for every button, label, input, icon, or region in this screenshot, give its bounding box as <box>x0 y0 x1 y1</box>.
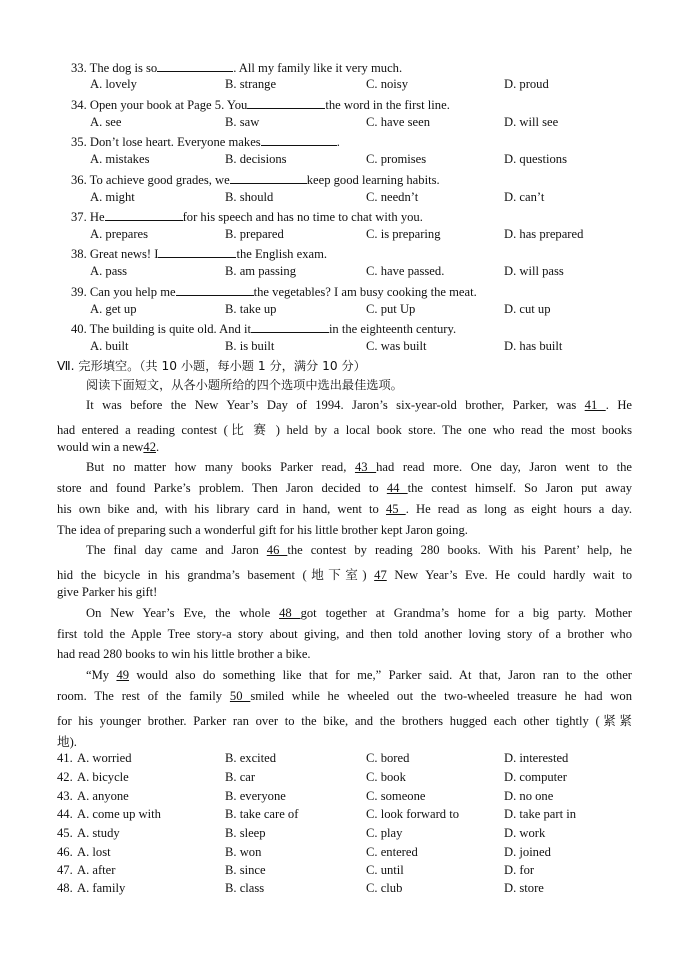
passage-text: would also do something like that for me,” Parker said. At that, Jaron ran to the other <box>129 668 632 682</box>
options-46 <box>57 845 657 863</box>
option-c: C. until <box>366 863 404 877</box>
option-c: C. play <box>366 826 403 840</box>
passage-text: On New Year’s Eve, the whole <box>86 606 280 620</box>
answer-blank <box>157 59 233 72</box>
question-text: The dog is so <box>89 61 158 75</box>
option-d: D. can’t <box>504 190 545 204</box>
option-c: C. look forward to <box>366 807 460 821</box>
passage-line: had entered a reading contest (比 赛 ) held by a local book store. The one who read the most books <box>57 423 632 437</box>
question-number: 37. <box>71 210 87 224</box>
question-text: the word in the first line. <box>325 98 450 112</box>
question-number: 43. <box>57 789 73 803</box>
option-c: C. was built <box>366 339 427 353</box>
option-b: B. decisions <box>225 152 287 166</box>
passage-text: got together at Grandma’s home for a big party. Mother <box>300 606 632 620</box>
passage-line <box>57 689 632 704</box>
options-44 <box>57 807 657 825</box>
blank-50: 50 <box>229 689 251 703</box>
passage-text: It was before the New Year’s Day of 1994. Jaron’s six-year-old brother, Parker, was <box>86 398 585 412</box>
passage-line <box>57 481 632 496</box>
question-36 <box>71 171 440 188</box>
answer-blank <box>105 208 183 221</box>
options-39 <box>90 302 670 320</box>
answer-blank <box>247 96 325 109</box>
answer-blank <box>158 245 236 258</box>
section-heading: Ⅶ. 完形填空。（共 10 小题，每小题 1 分，满分 10 分） <box>57 359 366 373</box>
question-text: for his speech and has no time to chat with you. <box>182 210 423 224</box>
option-b: B. should <box>225 190 274 204</box>
option-b: B. saw <box>225 115 260 129</box>
option-a: A. anyone <box>77 789 129 803</box>
answer-blank <box>230 171 307 184</box>
option-d: D. questions <box>504 152 567 166</box>
blank-47: 47 <box>374 568 387 582</box>
option-a: A. after <box>77 863 116 877</box>
option-d: D. interested <box>504 751 569 765</box>
question-number: 33. <box>71 61 87 75</box>
passage-line <box>86 543 632 558</box>
question-number: 40. <box>71 322 87 336</box>
passage-text: store and found Parke’s problem. Then Jaron decided to <box>57 481 387 495</box>
option-d: D. no one <box>504 789 554 803</box>
blank-49: 49 <box>116 668 130 682</box>
question-number: 45. <box>57 826 73 840</box>
passage-text: had read more. One day, Jaron went to the <box>376 460 632 474</box>
question-text: Don’t lose heart. Everyone makes <box>89 135 261 149</box>
question-38 <box>71 245 327 262</box>
passage-text: room. The rest of the family <box>57 689 230 703</box>
question-number: 42. <box>57 770 73 784</box>
passage-line <box>86 398 632 413</box>
option-c: C. entered <box>366 845 418 859</box>
question-text: . All my family like it very much. <box>233 61 403 75</box>
passage-text: The final day came and Jaron <box>86 543 267 557</box>
question-text: the English exam. <box>236 247 328 261</box>
option-c: C. have seen <box>366 115 430 129</box>
option-d: D. cut up <box>504 302 551 316</box>
question-34 <box>71 96 450 113</box>
option-a: A. lost <box>77 845 111 859</box>
options-47 <box>57 863 657 881</box>
question-text: in the eighteenth century. <box>328 322 457 336</box>
question-number: 47. <box>57 863 73 877</box>
question-39 <box>71 283 477 300</box>
option-d: D. proud <box>504 77 549 91</box>
question-text: He <box>89 210 105 224</box>
options-33 <box>90 77 670 95</box>
option-c: C. put Up <box>366 302 416 316</box>
option-b: B. excited <box>225 751 277 765</box>
option-d: D. take part in <box>504 807 577 821</box>
options-37 <box>90 227 670 245</box>
option-b: B. take up <box>225 302 277 316</box>
option-c: C. promises <box>366 152 427 166</box>
passage-line: 地). <box>57 735 77 749</box>
passage-line: The idea of preparing such a wonderful gift for his little brother kept Jaron going. <box>57 523 468 537</box>
passage-line: had read 280 books to win his little brother a bike. <box>57 647 311 661</box>
passage-text: . He read as long as eight hours a day. <box>405 502 632 516</box>
passage-text: his own bike and, with his library card in hand, went to <box>57 502 386 516</box>
question-number: 44. <box>57 807 73 821</box>
question-number: 48. <box>57 881 73 895</box>
passage-line: first told the Apple Tree story-a story about giving, and then told another loving story of a brother who <box>57 627 632 641</box>
option-a: A. family <box>77 881 126 895</box>
option-d: D. computer <box>504 770 567 784</box>
option-b: B. class <box>225 881 265 895</box>
question-text: . <box>336 135 340 149</box>
option-d: D. will pass <box>504 264 564 278</box>
passage-line <box>57 440 632 455</box>
passage-text: . He <box>605 398 632 412</box>
passage-text: . <box>156 440 160 454</box>
blank-45: 45 <box>385 502 406 516</box>
passage-line: give Parker his gift! <box>57 585 158 599</box>
passage-line <box>57 502 632 517</box>
option-c: C. have passed. <box>366 264 445 278</box>
question-33 <box>71 59 402 76</box>
option-a: A. study <box>77 826 120 840</box>
question-number: 41. <box>57 751 73 765</box>
options-36 <box>90 190 670 208</box>
question-text: Can you help me <box>89 285 176 299</box>
question-text: The building is quite old. And it <box>89 322 251 336</box>
option-d: D. for <box>504 863 535 877</box>
option-d: D. will see <box>504 115 559 129</box>
passage-line <box>86 606 632 621</box>
option-b: B. prepared <box>225 227 284 241</box>
blank-44: 44 <box>386 481 408 495</box>
option-a: A. see <box>90 115 122 129</box>
option-d: D. has prepared <box>504 227 584 241</box>
option-b: B. sleep <box>225 826 266 840</box>
option-d: D. has built <box>504 339 563 353</box>
question-number: 39. <box>71 285 87 299</box>
options-38 <box>90 264 670 282</box>
passage-line: for his younger brother. Parker ran over to the bike, and the brothers hugged each other tightly (紧紧 <box>57 714 632 728</box>
option-c: C. is preparing <box>366 227 441 241</box>
question-text: the vegetables? I am busy cooking the meat. <box>253 285 477 299</box>
options-41 <box>57 751 657 769</box>
option-a: A. might <box>90 190 135 204</box>
passage-line <box>86 460 632 475</box>
question-text: keep good learning habits. <box>306 173 440 187</box>
options-34 <box>90 115 670 133</box>
section-instruction: 阅读下面短文，从各小题所给的四个选项中选出最佳选项。 <box>86 378 403 392</box>
option-b: B. strange <box>225 77 277 91</box>
options-35 <box>90 152 670 170</box>
passage-text: the contest himself. So Jaron put away <box>407 481 632 495</box>
answer-blank <box>251 320 329 333</box>
option-b: B. won <box>225 845 262 859</box>
blank-48: 48 <box>279 606 301 620</box>
question-number: 36. <box>71 173 87 187</box>
passage-text: “My <box>86 668 117 682</box>
option-a: A. prepares <box>90 227 149 241</box>
option-b: B. since <box>225 863 266 877</box>
options-40 <box>90 339 670 357</box>
question-40 <box>71 320 456 337</box>
question-text: Great news! I <box>89 247 159 261</box>
question-35 <box>71 133 340 150</box>
option-c: C. noisy <box>366 77 408 91</box>
option-c: C. bored <box>366 751 410 765</box>
option-b: B. everyone <box>225 789 286 803</box>
option-c: C. book <box>366 770 406 784</box>
question-37 <box>71 208 423 225</box>
options-48 <box>57 881 657 899</box>
passage-text: New Year’s Eve. He could hardly wait to <box>386 568 632 582</box>
question-number: 38. <box>71 247 87 261</box>
passage-text: the contest by reading 280 books. With his Parent’ help, he <box>287 543 632 557</box>
option-d: D. joined <box>504 845 551 859</box>
question-text: Open your book at Page 5. You <box>89 98 248 112</box>
question-number: 34. <box>71 98 87 112</box>
option-b: B. car <box>225 770 256 784</box>
option-b: B. take care of <box>225 807 299 821</box>
blank-43: 43 <box>354 460 377 474</box>
option-a: A. lovely <box>90 77 137 91</box>
blank-46: 46 <box>266 543 288 557</box>
options-43 <box>57 789 657 807</box>
passage-text: would win a new <box>57 440 144 454</box>
option-b: B. is built <box>225 339 275 353</box>
question-number: 35. <box>71 135 87 149</box>
options-45 <box>57 826 657 844</box>
passage-text: But no matter how many books Parker read, <box>86 460 355 474</box>
passage-text: smiled while he wheeled out the two-wheeled treasure he had won <box>250 689 632 703</box>
option-a: A. worried <box>77 751 132 765</box>
question-number: 46. <box>57 845 73 859</box>
option-c: C. club <box>366 881 403 895</box>
options-42 <box>57 770 657 788</box>
option-a: A. bicycle <box>77 770 129 784</box>
question-text: To achieve good grades, we <box>89 173 230 187</box>
option-d: D. store <box>504 881 544 895</box>
answer-blank <box>176 283 254 296</box>
passage-text: hid the bicycle in his grandma’s basement (地下室) <box>57 568 375 582</box>
blank-42: 42 <box>143 440 156 454</box>
passage-line <box>57 564 632 583</box>
option-a: A. come up with <box>77 807 161 821</box>
blank-41: 41 <box>584 398 606 412</box>
answer-blank <box>261 133 337 146</box>
option-b: B. am passing <box>225 264 297 278</box>
option-a: A. get up <box>90 302 137 316</box>
option-a: A. pass <box>90 264 128 278</box>
passage-line <box>86 668 632 683</box>
option-c: C. needn’t <box>366 190 419 204</box>
option-a: A. built <box>90 339 129 353</box>
option-c: C. someone <box>366 789 426 803</box>
option-d: D. work <box>504 826 546 840</box>
option-a: A. mistakes <box>90 152 150 166</box>
